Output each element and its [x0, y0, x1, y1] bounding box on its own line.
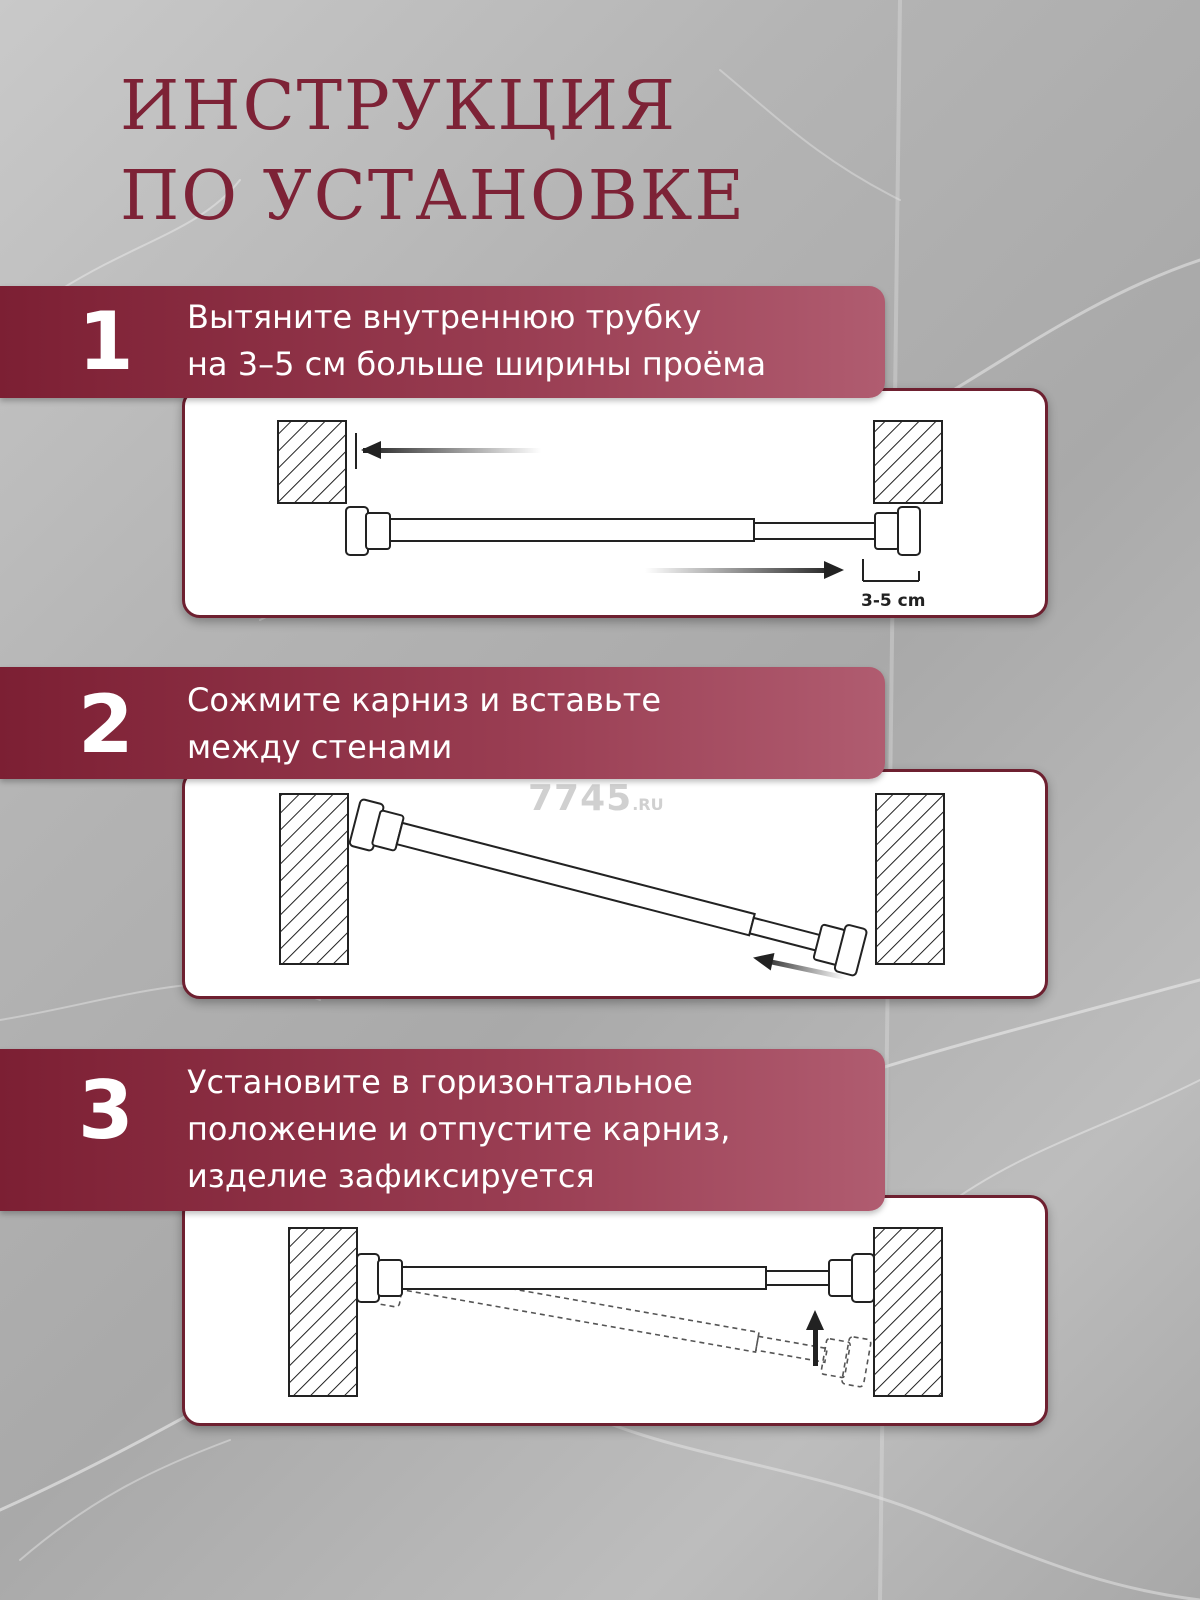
step-1-text — [187, 294, 766, 388]
page-title — [120, 62, 746, 242]
step-3-text — [187, 1059, 730, 1200]
step-1-text-line-1: Вытяните внутреннюю трубку — [187, 298, 702, 336]
step-2-number: 2 — [78, 678, 134, 771]
right-wall — [876, 794, 944, 964]
tilted-curtain-rod — [349, 799, 867, 976]
step-1-text-line-2: на 3–5 см больше ширины проёма — [187, 345, 767, 383]
gap-bracket — [863, 559, 919, 581]
left-wall — [278, 421, 346, 503]
left-wall — [289, 1228, 357, 1396]
step-3-text-line-3: изделие зафиксируется — [187, 1157, 595, 1195]
step-1-banner — [0, 286, 885, 398]
lift-up-arrow — [806, 1310, 824, 1366]
title-line-1: ИНСТРУКЦИЯ — [120, 67, 678, 146]
right-wall — [874, 421, 942, 503]
step-3-number: 3 — [78, 1064, 134, 1157]
right-wall — [874, 1228, 942, 1396]
extend-left-arrow — [356, 433, 541, 469]
step-1-number: 1 — [78, 295, 134, 388]
step-2-text-line-1: Сожмите карниз и вставьте — [187, 681, 662, 719]
step-2-banner — [0, 667, 885, 779]
step-3-diagram — [185, 1198, 1045, 1423]
left-wall — [280, 794, 348, 964]
extend-right-arrow — [645, 561, 844, 579]
step-1-diagram — [185, 391, 1045, 615]
watermark-suffix: .RU — [632, 795, 664, 814]
title-line-2: ПО УСТАНОВКЕ — [120, 157, 746, 236]
watermark — [528, 778, 664, 819]
gap-label: 3-5 cm — [861, 591, 926, 611]
curtain-rod — [346, 507, 920, 555]
step-1-diagram-card — [182, 388, 1048, 618]
step-2-text — [187, 677, 661, 771]
step-3-diagram-card — [182, 1195, 1048, 1426]
step-3-text-line-1: Установите в горизонтальное — [187, 1063, 693, 1101]
step-3-text-line-2: положение и отпустите карниз, — [187, 1110, 731, 1148]
watermark-main: 7745 — [528, 778, 633, 819]
step-2-text-line-2: между стенами — [187, 728, 453, 766]
step-3-banner — [0, 1049, 885, 1211]
